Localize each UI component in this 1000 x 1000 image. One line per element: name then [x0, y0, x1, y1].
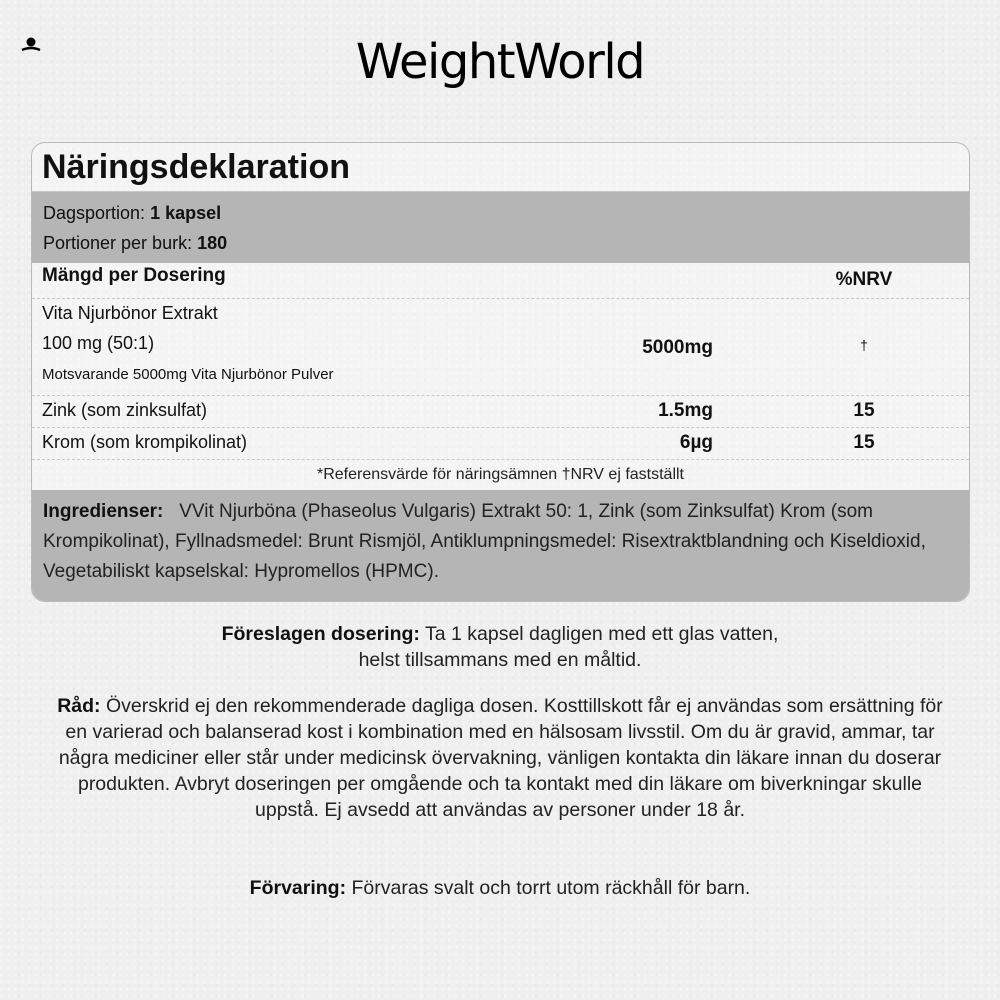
- table-row: [32, 299, 969, 396]
- nutrition-facts-panel: [31, 142, 970, 602]
- table-header-row: [32, 263, 969, 299]
- table-row: [32, 428, 969, 460]
- nutrient-amount: 5000mg: [642, 337, 713, 358]
- nutrient-nrv: †: [860, 337, 868, 353]
- storage-text: Förvaras svalt och torrt utom räckhåll för barn.: [351, 877, 751, 899]
- dosage-label: Föreslagen dosering:: [221, 623, 420, 645]
- nutrient-subline: 100 mg (50:1): [42, 333, 155, 353]
- serving-size-line: [43, 198, 958, 228]
- ingredients-label: Ingredienser:: [43, 501, 164, 522]
- ingredients-text: VVit Njurböna (Phaseolus Vulgaris) Extrakt 50: 1, Zink (som Zinksulfat) Krom (som Krompikolinat), Fyllnadsmedel: Brunt Rismjöl, Antiklumpningsmedel: Risextraktblandning och Kiseldioxid, Vegetabiliskt kapselskal: Hypromellos (HPMC).: [43, 501, 926, 582]
- amount-header: Mängd per Dosering: [42, 265, 226, 286]
- servings-label: Portioner per burk:: [43, 233, 193, 253]
- storage-label: Förvaring:: [249, 877, 347, 899]
- nrv-header: %NRV: [835, 269, 893, 290]
- advice-label: Råd:: [57, 695, 101, 717]
- serving-size-value: 1 kapsel: [150, 203, 222, 223]
- storage-paragraph: [50, 875, 950, 901]
- nutrient-nrv: 15: [853, 432, 875, 453]
- servings-per-container-line: [43, 228, 958, 258]
- table-row: [32, 396, 969, 428]
- serving-size-label: Dagsportion:: [43, 203, 146, 223]
- dosage-paragraph: [50, 621, 950, 673]
- dosage-text-2: helst tillsammans med en måltid.: [358, 649, 642, 671]
- nutrient-nrv: 15: [853, 400, 875, 421]
- nutrient-name: Vita Njurbönor Extrakt: [42, 303, 218, 323]
- advice-text: Överskrid ej den rekommenderade dagliga dosen. Kosttillskott får ej användas som ersättning för en varierad och balanserad kost i kombination med en hälsosam livsstil. Om du är gravid, ammar, tar några mediciner eller står under medicinsk övervakning, vänligen kontakta din läkare innan du doserar produkten. Avbryt doseringen per omgående och ta kontakt med din läkare om biverkningar skulle uppstå. Ej avsedd att användas av personer under 18 år.: [58, 695, 943, 821]
- nutrient-name: Zink (som zinksulfat): [42, 400, 208, 420]
- serving-info: [32, 192, 969, 263]
- servings-value: 180: [197, 233, 228, 253]
- ingredients-block: [32, 490, 969, 602]
- nutrient-equivalent: Motsvarande 5000mg Vita Njurbönor Pulver: [42, 366, 334, 383]
- panel-title: Näringsdeklaration: [32, 143, 969, 192]
- dosage-text-1: Ta 1 kapsel dagligen med ett glas vatten,: [424, 623, 779, 645]
- nutrient-amount: 1.5mg: [658, 400, 713, 421]
- nutrient-name: Krom (som krompikolinat): [42, 432, 248, 452]
- footnote: *Referensvärde för näringsämnen †NRV ej fastställt: [317, 466, 684, 483]
- brand-name: WeightWorld: [355, 34, 645, 90]
- logo-figure-icon: [21, 36, 41, 56]
- nutrient-amount: 6µg: [679, 432, 713, 453]
- advice-paragraph: [55, 693, 945, 823]
- brand-logo: [0, 34, 1000, 90]
